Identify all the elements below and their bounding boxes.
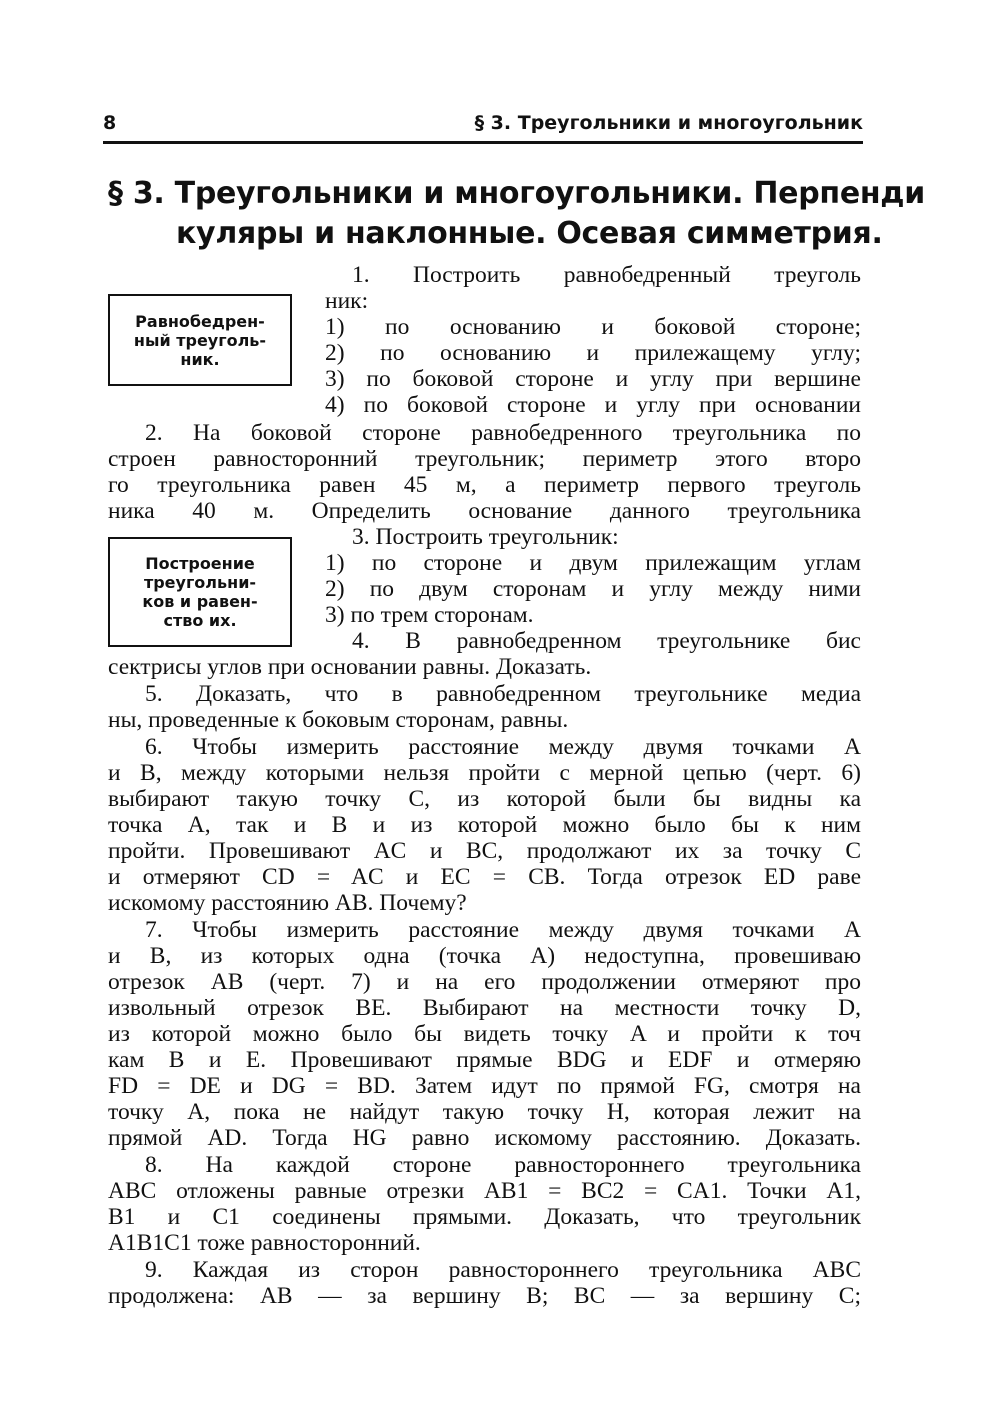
text-line: и B, из которых одна (точка A) недоступна, провешиваю [108,943,861,969]
text-line: сектрисы углов при основании равны. Доказать. [108,654,592,680]
text-line: из которой можно было бы видеть точку A и пройти к точ [108,1021,861,1047]
margin-note-line: ков и равен- [142,592,258,611]
text-line: точка A, так и B и из которой можно было бы к ним [108,812,861,838]
text-line: прямой AD. Тогда HG равно искомому расстоянию. Доказать. [108,1125,861,1151]
text-line: ABC отложены равные отрезки AB1 = BC2 = CA1. Точки A1, [108,1178,861,1204]
text-line: ник: [325,288,369,314]
text-line: кам B и E. Провешивают прямые BDG и EDF и отмеряю [108,1047,861,1073]
text-line: 4) по боковой стороне и углу при основании [325,392,861,418]
margin-note-line: ство их. [163,611,237,630]
text-line: 3) по боковой стороне и углу при вершине [325,366,861,392]
text-line: продолжена: AB — за вершину B; BC — за вершину C; [108,1283,861,1309]
text-line: 6. Чтобы измерить расстояние между двумя точками A [145,734,861,760]
text-line: строен равносторонний треугольник; периметр этого второ [108,446,861,472]
text-line: точку A, пока не найдут такую точку H, которая лежит на [108,1099,861,1125]
running-header [103,112,863,138]
text-line: выбирают такую точку C, из которой были бы видны ка [108,786,861,812]
section-title-line: § 3. Треугольники и многоугольники. Перпенди [108,176,925,211]
page-number: 8 [103,112,117,134]
margin-note-line: ный треуголь- [133,330,267,350]
text-line: 5. Доказать, что в равнобедренном треугольнике медиа [145,681,861,707]
header-rule [103,141,863,144]
text-line: 7. Чтобы измерить расстояние между двумя точками A [145,917,861,943]
text-line: B1 и C1 соединены прямыми. Доказать, что треугольник [108,1204,861,1230]
text-line: 2) по основанию и прилежащему углу; [325,340,861,366]
text-line: го треугольника равен 45 м, а периметр первого треуголь [108,472,861,498]
section-title [108,174,925,254]
section-title-line: куляры и наклонные. Осевая симметрия. [176,216,883,251]
text-line: 2) по двум сторонам и углу между ними [325,576,861,602]
text-line: пройти. Провешивают AC и BC, продолжают их за точку C [108,838,861,864]
text-line: FD = DE и DG = BD. Затем идут по прямой FG, смотря на [108,1073,861,1099]
text-line: 3. Построить треугольник: [352,524,619,550]
text-line: 1. Построить равнобедренный треуголь [352,262,861,288]
text-line: 1) по стороне и двум прилежащим углам [325,550,861,576]
text-line: 1) по основанию и боковой стороне; [325,314,861,340]
margin-note-line: ник. [180,349,220,369]
text-line: 8. На каждой стороне равностороннего треугольника [145,1152,861,1178]
text-line: извольный отрезок BE. Выбирают на местности точку D, [108,995,861,1021]
text-line: ны, проведенные к боковым сторонам, равны. [108,707,569,733]
margin-note-line: треугольни- [143,573,257,592]
margin-note-isosceles [108,294,292,386]
text-line: и отмеряют CD = AC и EC = CB. Тогда отрезок ED раве [108,864,861,890]
margin-note-construction [108,537,292,647]
text-line: A1B1C1 тоже равносторонний. [108,1230,421,1256]
running-title: § 3. Треугольники и многоугольник [474,112,863,134]
margin-note-line: Равнобедрен- [135,311,265,331]
text-line: 4. В равнобедренном треугольнике бис [352,628,861,654]
margin-note-line: Построение [145,554,255,573]
text-line: ника 40 м. Определить основание данного треугольника [108,498,861,524]
text-line: искомому расстоянию AB. Почему? [108,890,467,916]
text-line: отрезок AB (черт. 7) и на его продолжении отмеряют про [108,969,861,995]
text-line: 9. Каждая из сторон равностороннего треугольника ABC [145,1257,861,1283]
text-line: 2. На боковой стороне равнобедренного треугольника по [145,420,861,446]
text-line: и B, между которыми нельзя пройти с мерной цепью (черт. 6) [108,760,861,786]
text-line: 3) по трем сторонам. [325,602,534,628]
